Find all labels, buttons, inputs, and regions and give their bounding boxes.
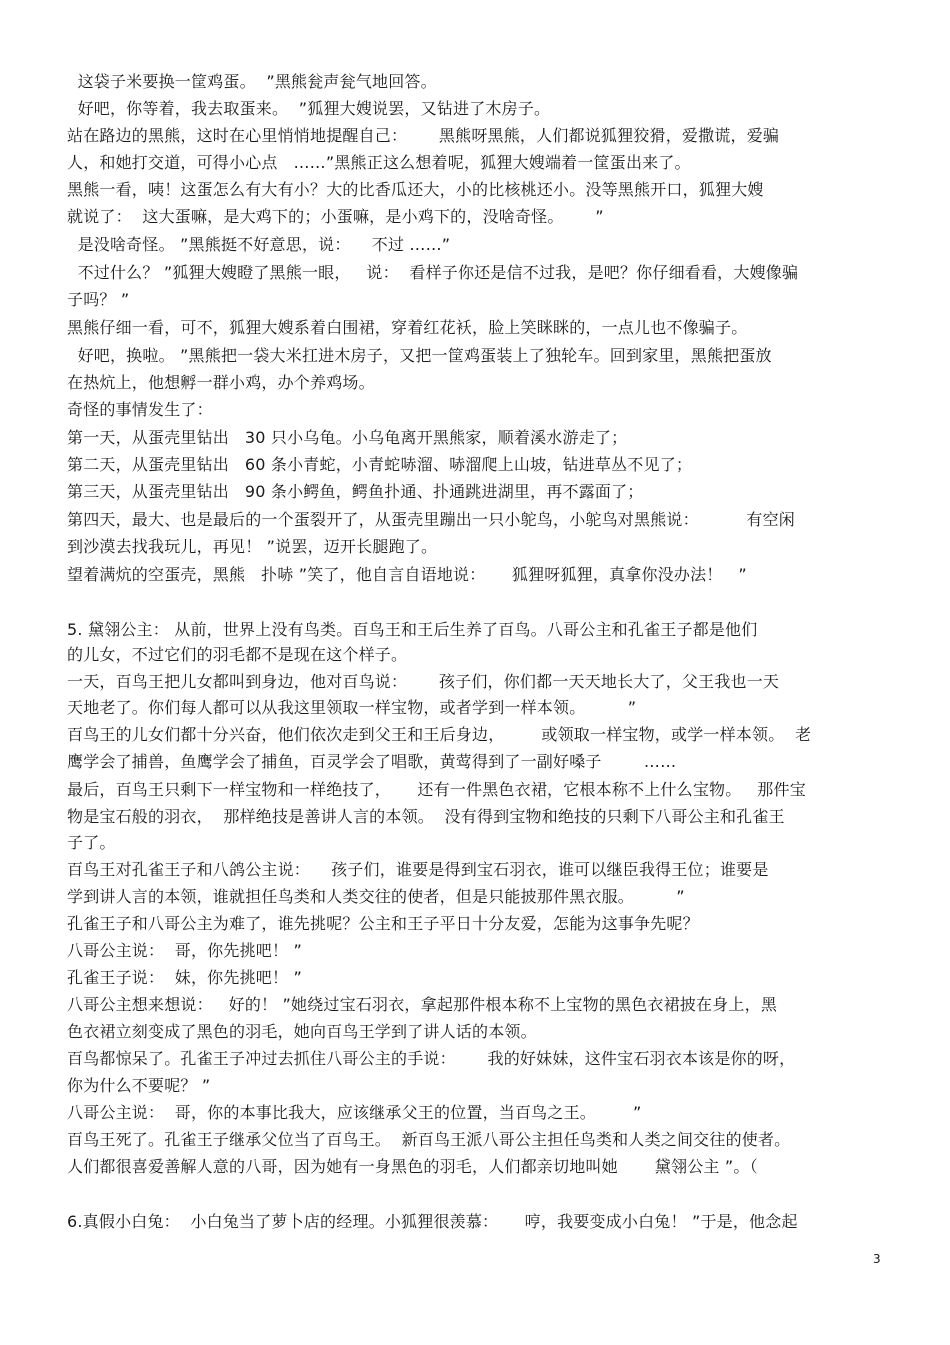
text-line: 到沙漠去找我玩儿，再见！ ”说罢，迈开长腿跑了。: [67, 537, 438, 556]
text-line: 孔雀王子和八哥公主为难了，谁先挑呢？公主和王子平日十分友爱，怎能为这事争先呢？: [67, 914, 699, 933]
text-line: 天地老了。你们每人都可以从我这里领取一样宝物，或者学到一样本领。 ”: [67, 698, 637, 717]
text-line: 鹰学会了捕兽，鱼鹰学会了捕鱼，百灵学会了唱歌，黄莺得到了一副好嗓子 ……: [67, 752, 677, 771]
text-line: 色衣裙立刻变成了黑色的羽毛，她向百鸟王学到了讲人话的本领。: [67, 1022, 537, 1041]
text-line: 百鸟都惊呆了。孔雀王子冲过去抓住八哥公主的手说： 我的好妹妹，这件宝石羽衣本该是你的呀，: [67, 1049, 796, 1068]
text-line: 望着满炕的空蛋壳，黑熊 扑哧 ”笑了，他自言自语地说： 狐狸呀狐狸，真拿你没办法！ ”: [67, 565, 747, 584]
text-line: 学到讲人言的本领，谁就担任鸟类和人类交往的使者，但是只能披那件黑衣服。 ”: [67, 887, 685, 906]
text-line: 的儿女，不过它们的羽毛都不是现在这个样子。: [67, 645, 408, 664]
page-number: 3: [873, 1252, 881, 1266]
text-line: 这袋子米要换一筐鸡蛋。 ”黑熊瓮声瓮气地回答。: [67, 72, 437, 91]
text-line: 好吧，换啦。 ”黑熊把一袋大米扛进木房子，又把一筐鸡蛋装上了独轮车。回到家里，黑熊把蛋放: [67, 346, 772, 365]
text-line: 孔雀王子说： 妹，你先挑吧！ ”: [67, 968, 302, 987]
text-line: 人们都很喜爱善解人意的八哥，因为她有一身黑色的羽毛，人们都亲切地叫她 黛翎公主 ”。（: [67, 1157, 758, 1176]
text-line: 物是宝石般的羽衣， 那样绝技是善讲人言的本领。 没有得到宝物和绝技的只剩下八哥公主和孔雀王: [67, 807, 785, 826]
text-line: 你为什么不要呢？ ”: [67, 1076, 211, 1095]
text-line: 子了。: [67, 833, 116, 852]
text-line: 第三天，从蛋壳里钻出 90 条小鳄鱼，鳄鱼扑通、扑通跳进湖里，再不露面了；: [67, 482, 644, 501]
section-heading-line: 6.真假小白兔： 小白兔当了萝卜店的经理。小狐狸很羡慕： 哼，我要变成小白兔！ ”于是，他念起: [67, 1212, 798, 1231]
text-line: 八哥公主说： 哥，你先挑吧！ ”: [67, 941, 302, 960]
text-line: 百鸟王对孔雀王子和八鸽公主说： 孩子们，谁要是得到宝石羽衣，谁可以继臣我得王位；谁要是: [67, 860, 769, 879]
text-line: 第四天，最大、也是最后的一个蛋裂开了，从蛋壳里蹦出一只小鸵鸟，小鸵鸟对黑熊说： 有空闲: [67, 510, 795, 529]
text-line: 八哥公主说： 哥，你的本事比我大，应该继承父王的位置，当百鸟之王。 ”: [67, 1103, 642, 1122]
text-line: 第二天，从蛋壳里钻出 60 条小青蛇，小青蛇哧溜、哧溜爬上山坡，钻进草丛不见了；: [67, 455, 693, 474]
text-line: 最后，百鸟王只剩下一样宝物和一样绝技了， 还有一件黑色衣裙，它根本称不上什么宝物。 那件宝: [67, 780, 806, 799]
text-line: 子吗？ ”: [67, 290, 130, 309]
text-line: 是没啥奇怪。 ”黑熊挺不好意思，说： 不过 ……”: [67, 235, 451, 254]
text-line: 站在路边的黑熊，这时在心里悄悄地提醒自己： 黑熊呀黑熊，人们都说狐狸狡猾，爱撒谎，爱骗: [67, 126, 780, 145]
text-line: 黑熊仔细一看，可不，狐狸大嫂系着白围裙，穿着红花袄，脸上笑眯眯的，一点儿也不像骗子。: [67, 318, 748, 337]
text-line: 在热炕上，他想孵一群小鸡，办个养鸡场。: [67, 373, 375, 392]
text-line: 一天，百鸟王把儿女都叫到身边，他对百鸟说： 孩子们，你们都一天天地长大了，父王我也一天: [67, 672, 780, 691]
text-line: 第一天，从蛋壳里钻出 30 只小乌龟。小乌龟离开黑熊家，顺着溪水游走了；: [67, 428, 628, 447]
text-line: 好吧，你等着，我去取蛋来。 ”狐狸大嫂说罢，又钻进了木房子。: [67, 99, 551, 118]
text-line: 百鸟王的儿女们都十分兴奋，他们依次走到父王和王后身边， 或领取一样宝物，或学一样本领。 老: [67, 725, 812, 744]
text-line: 人，和她打交道，可得小心点 ……”黑熊正这么想着呢，狐狸大嫂端着一筐蛋出来了。: [67, 153, 691, 172]
text-line: 不过什么？ ”狐狸大嫂瞪了黑熊一眼， 说： 看样子你还是信不过我，是吧？你仔细看看，大嫂像骗: [67, 263, 799, 282]
text-line: 就说了： 这大蛋嘛，是大鸡下的；小蛋嘛，是小鸡下的，没啥奇怪。 ”: [67, 207, 604, 226]
text-line: 八哥公主想来想说： 好的！ ”她绕过宝石羽衣，拿起那件根本称不上宝物的黑色衣裙披在身上，黑: [67, 995, 778, 1014]
text-line: 黑熊一看，咦！这蛋怎么有大有小？大的比香瓜还大，小的比核桃还小。没等黑熊开口，狐狸大嫂: [67, 180, 764, 199]
section-heading-line: 5. 黛翎公主： 从前，世界上没有鸟类。百鸟王和王后生养了百鸟。八哥公主和孔雀王子都是他们: [67, 620, 758, 639]
text-line: 奇怪的事情发生了：: [67, 400, 213, 419]
text-line: 百鸟王死了。孔雀王子继承父位当了百鸟王。 新百鸟王派八哥公主担任鸟类和人类之间交往的使者。: [67, 1130, 791, 1149]
